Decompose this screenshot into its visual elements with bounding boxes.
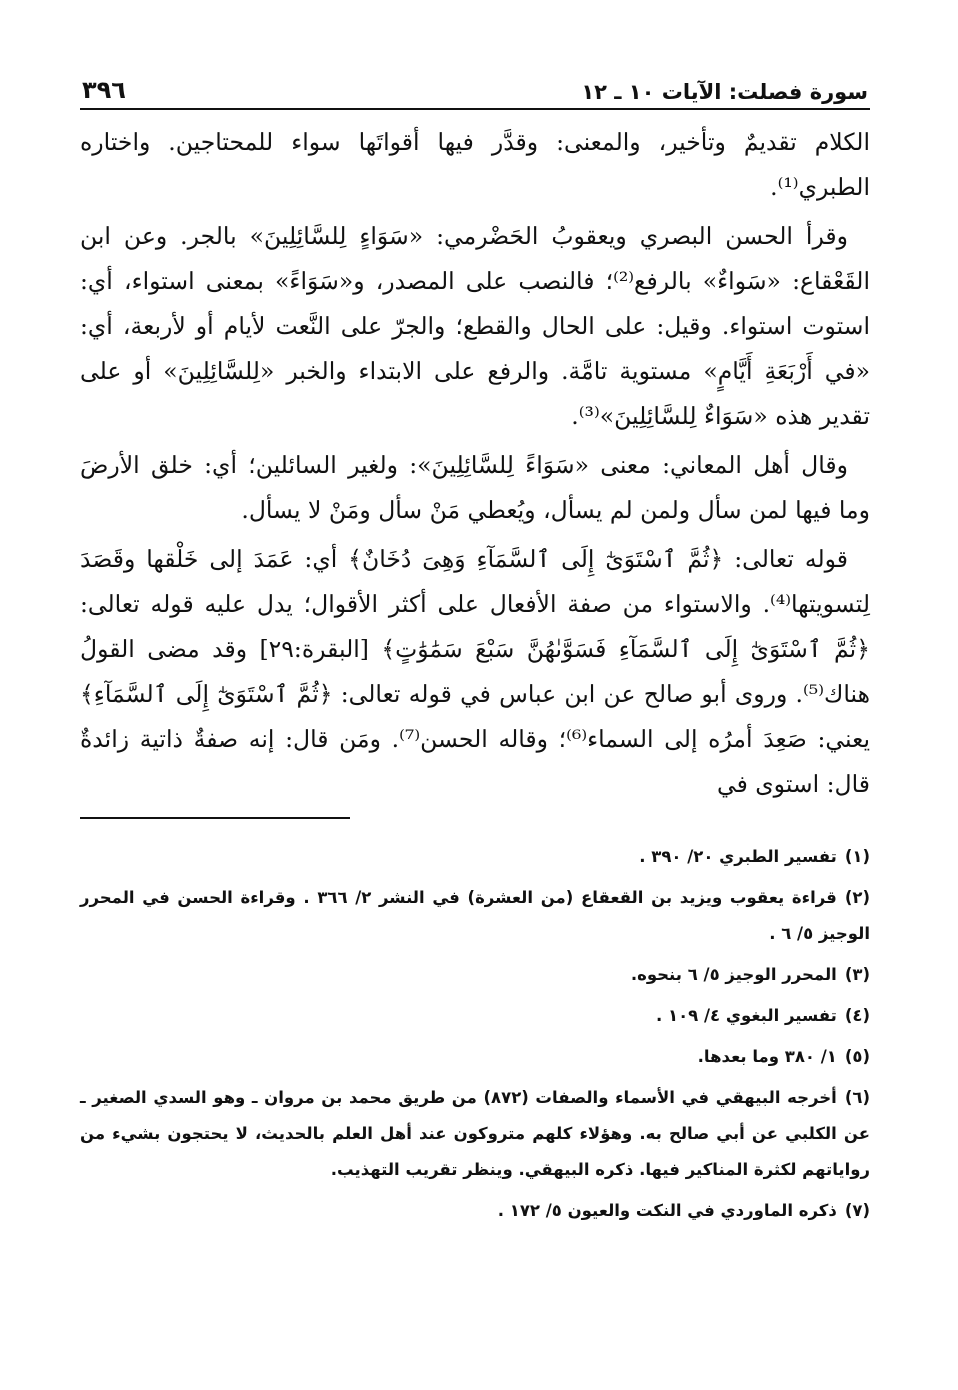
paragraph: الكلام تقديمٌ وتأخير، والمعنى: وقدَّر فيها أقواتَها سواء للمحتاجين. واختاره الطبري⁽¹⁾. xyxy=(80,128,870,201)
page-number: ٣٩٦ xyxy=(82,76,126,104)
footnote-text: تفسير الطبري ٢٠/ ٣٩٠ . xyxy=(639,847,837,866)
footnote-text: المحرر الوجيز ٥/ ٦ بنحوه. xyxy=(630,965,837,984)
footnote-number: (٦) xyxy=(844,1088,870,1107)
footnote-text: ١/ ٣٨٠ وما بعدها. xyxy=(697,1047,837,1066)
footnote xyxy=(80,839,870,875)
paragraph: وقرأ الحسن البصري ويعقوبُ الحَضْرمي: «سَوَاءٍ لِلسَّائِلِينَ» بالجر. وعن ابن القَعْقاع: «سَواءٌ» بالرفع⁽²⁾؛ فالنصب على المصدر، و«سَوَاءً» بمعنى استواء، أي: استوت استواء. وقيل: على الحال والقطع؛ والجرّ على النَّعت لأيام أو لأربعة، أي: «في أَرْبَعَةِ أَيَّامٍ» مستوية تامَّة. والرفع على الابتداء والخبر «لِلسَّائِلِينَ» أو على تقدير هذه «سَوَاءٌ لِلسَّائِلِينَ»⁽³⁾. xyxy=(80,222,870,430)
footnote-number: (١) xyxy=(844,847,870,866)
footnote xyxy=(80,880,870,952)
footnote-number: (٣) xyxy=(844,965,870,984)
footnote-number: (٤) xyxy=(844,1006,870,1025)
paragraph: وقال أهل المعاني: معنى «سَوَاءً لِلسَّائِلِينَ»: ولغير السائلين؛ أي: خلق الأرضَ وما فيها لمن سأل ولمن لم يسأل، ويُعطي مَنْ سأل ومَنْ لا يسأل. xyxy=(80,451,870,524)
footnote-separator xyxy=(80,817,350,819)
footnote-number: (٢) xyxy=(844,888,870,907)
footnotes xyxy=(80,839,870,1229)
footnote-text: ذكره الماوردي في النكت والعيون ٥/ ١٧٢ . xyxy=(497,1201,837,1220)
footnote-text: تفسير البغوي ٤/ ١٠٩ . xyxy=(656,1006,837,1025)
footnote xyxy=(80,957,870,993)
footnote xyxy=(80,998,870,1034)
paragraph: قوله تعالى: ﴿ثُمَّ ٱسْتَوَىٰٓ إِلَى ٱلسَّمَآءِ وَهِىَ دُخَانٌ﴾ أي: عَمَدَ إلى خَلْقها وقَصَدَ لِتسويتها⁽⁴⁾. والاستواء من صفة الأفعال على أكثر الأقوال؛ يدل عليه قوله تعالى: ﴿ثُمَّ ٱسْتَوَىٰٓ إِلَى ٱلسَّمَآءِ فَسَوَّىٰهُنَّ سَبْعَ سَمَٰوَٰتٍ﴾ [البقرة:٢٩] وقد مضى القولُ هناك⁽⁵⁾. وروى أبو صالح عن ابن عباس في قوله تعالى: ﴿ثُمَّ ٱسْتَوَىٰٓ إِلَى ٱلسَّمَآءِ﴾ يعني: صَعِدَ أمرُه إلى السماء⁽⁶⁾؛ وقاله الحسن⁽⁷⁾. ومَن قال: إنه صفةٌ ذاتية زائدةٌ قال: استوى في xyxy=(80,545,870,798)
footnote-number: (٥) xyxy=(844,1047,870,1066)
page-header xyxy=(80,64,870,110)
footnote xyxy=(80,1039,870,1075)
footnote-number: (٧) xyxy=(844,1201,870,1220)
main-text xyxy=(80,120,870,807)
footnote xyxy=(80,1193,870,1229)
footnote-text: أخرجه البيهقي في الأسماء والصفات (٨٧٢) من طريق محمد بن مروان ـ وهو السدي الصغير ـ عن الكلبي عن أبي صالح به. وهؤلاء كلهم متروكون عند أهل العلم بالحديث، لا يحتجون بشيء من رواياتهم لكثرة المناكير فيها. ذكره البيهقي. وينظر تقريب التهذيب. xyxy=(80,1088,870,1179)
footnote-text: قراءة يعقوب ويزيد بن القعقاع (من العشرة) في النشر ٢/ ٣٦٦ . وقراءة الحسن في المحرر الوجيز ٥/ ٦ . xyxy=(80,888,870,943)
running-title: سورة فصلت: الآيات ١٠ ـ ١٢ xyxy=(581,80,868,104)
footnote xyxy=(80,1080,870,1188)
